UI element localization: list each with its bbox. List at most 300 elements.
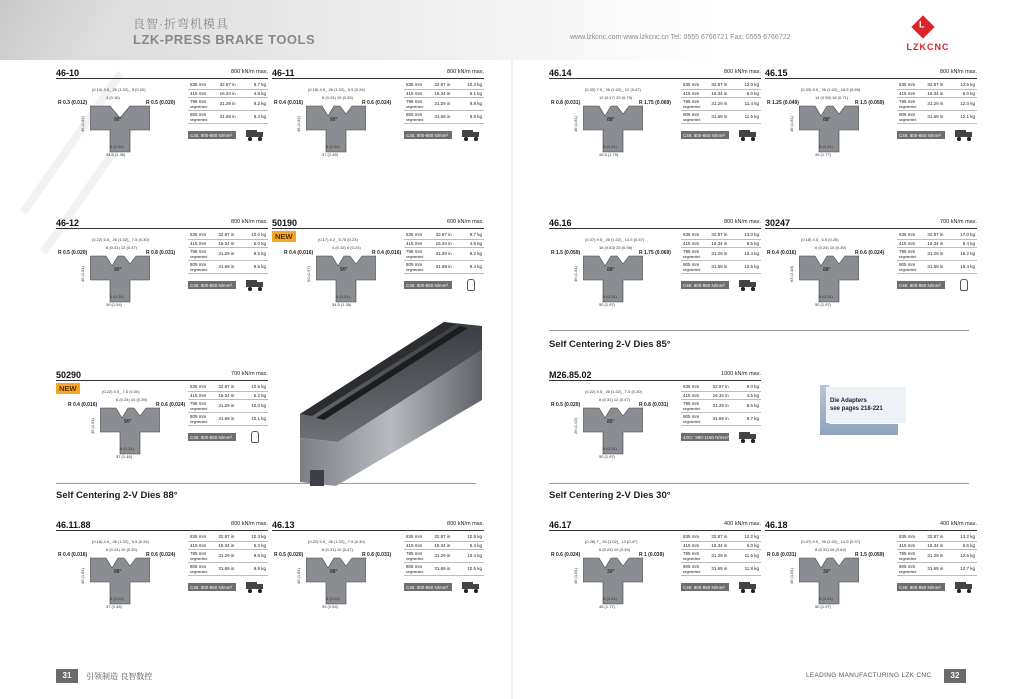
truck-icon: [739, 279, 757, 291]
die-height: 46 (1.81): [573, 265, 578, 282]
radius-left: R 0.8 (0.031): [767, 552, 797, 558]
neck-width: 6 (0.24): [336, 294, 350, 299]
spec-table: [404, 231, 484, 274]
spec-row: [404, 549, 484, 562]
top-dimensions: (0.18) 4.5_ 26 (1.02)_ 6.5 (0.26): [308, 87, 365, 92]
new-badge: NEW: [272, 231, 296, 242]
steel-grade: C45: 800-850 N/mm²: [897, 583, 945, 591]
spec-length: 795 mm segmented: [188, 97, 218, 110]
product-code: 46.13: [272, 520, 295, 530]
spec-table: [681, 533, 761, 576]
top-dimensions: (0.37) 9.5_ 26 (1.02)_ 14.5 (0.57): [801, 539, 861, 544]
spec-length: 805 mm segmented: [188, 562, 216, 575]
v-opening: 8 (0.31) 16 (0.63): [815, 547, 846, 552]
spec-row: [681, 239, 761, 247]
spec-length: 805 mm segmented: [404, 562, 432, 575]
spec-row: [897, 239, 977, 247]
spec-inch: 16.34 in: [925, 239, 952, 247]
radius-right: R 1.5 (0.059): [855, 100, 885, 106]
spec-inch: 16.34 in: [216, 391, 243, 399]
max-load: 400 kN/m max.: [940, 521, 977, 527]
truck-icon: [739, 431, 757, 443]
spec-inch: 31.69 in: [434, 260, 462, 273]
spec-weight: 9.9 kg: [243, 562, 268, 575]
spec-table: [188, 231, 268, 274]
spec-weight: 12.1 kg: [952, 110, 977, 123]
radius-left: R 1.5 (0.059): [551, 250, 581, 256]
spec-weight: 11.6 kg: [736, 110, 761, 123]
spec-length: 415 mm: [681, 239, 709, 247]
spec-inch: 16.34 in: [434, 239, 462, 247]
spec-row: [681, 89, 761, 97]
v-opening: 6 (0.24) 10 (0.39): [322, 95, 353, 100]
max-load: 800 kN/m max.: [231, 521, 268, 527]
spec-weight: 16.2 kg: [952, 247, 977, 260]
spec-inch: 16.34 in: [216, 541, 243, 549]
steel-grade: C45: 800-850 N/mm²: [188, 281, 236, 289]
radius-left: R 0.4 (0.016): [68, 402, 98, 408]
spec-inch: 16.34 in: [711, 391, 739, 399]
logo-mark-icon: L: [911, 15, 934, 38]
spec-row: [681, 541, 761, 549]
spec-row: [188, 89, 268, 97]
spec-length: 835 mm: [681, 533, 709, 541]
spec-weight: 10.3 kg: [459, 81, 484, 89]
truck-icon: [246, 279, 264, 291]
truck-icon: [246, 129, 264, 141]
spec-inch: 31.69 in: [432, 562, 459, 575]
die-drawing: [549, 534, 679, 612]
product-block: [549, 520, 761, 612]
spec-inch: 32.87 in: [709, 81, 736, 89]
neck-width: 6 (0.24): [326, 596, 340, 601]
spec-row: [404, 81, 484, 89]
title-rule: [765, 228, 977, 229]
spec-weight: 9.4 kg: [245, 110, 268, 123]
brand-name-english: LZK-PRESS BRAKE TOOLS: [133, 32, 316, 47]
spec-row: [897, 549, 977, 562]
spec-weight: 5.1 kg: [459, 89, 484, 97]
spec-row: [188, 239, 268, 247]
spec-length: 415 mm: [681, 89, 709, 97]
adapter-note-line2: see pages 218-221: [830, 406, 883, 412]
title-rule: [765, 530, 977, 531]
page-spine: [511, 60, 513, 699]
spec-length: 805 mm segmented: [897, 562, 925, 575]
spec-weight: 5.4 kg: [459, 541, 484, 549]
section-divider: [549, 330, 969, 331]
top-dimensions: (0.22) 5.5_ 26 (1.02)_ 7.5 (0.30): [92, 237, 149, 242]
spec-inch: 31.29 in: [216, 247, 243, 260]
base-width: 39 (1.54): [322, 604, 339, 609]
max-load: 700 kN/m max.: [231, 371, 268, 377]
v-opening: 8 (0.31) 12 (0.47): [106, 245, 137, 250]
spec-weight: 10.3 kg: [243, 533, 268, 541]
top-dimensions: (0.22) 5.5_ 26 (1.02)_ 7.5 (0.30): [585, 389, 642, 394]
spec-length: 795 mm segmented: [681, 399, 711, 412]
spec-inch: 16.34 in: [709, 239, 736, 247]
die-height: 46 (1.81): [80, 265, 85, 282]
spec-row: [188, 260, 268, 273]
spec-table: [681, 383, 761, 426]
spec-weight: 17.0 kg: [952, 231, 977, 239]
radius-left: R 0.4 (0.016): [58, 552, 88, 558]
spec-row: [188, 247, 268, 260]
safety-pin-icon: [251, 431, 259, 443]
spec-table: [681, 231, 761, 274]
die-drawing: [272, 82, 402, 160]
spec-table: [897, 81, 977, 124]
spec-inch: 16.34 in: [709, 89, 736, 97]
spec-length: 835 mm: [404, 231, 434, 239]
spec-weight: 12.2 kg: [736, 533, 761, 541]
new-badge: NEW: [56, 383, 80, 394]
spec-row: [404, 231, 484, 239]
die-angle: 90°: [114, 267, 122, 273]
truck-icon: [246, 581, 264, 593]
spec-row: [681, 110, 761, 123]
spec-length: 795 mm segmented: [897, 247, 925, 260]
top-dimensions: (0.17) 4.2_ 5.75 (0.23): [318, 237, 358, 242]
spec-weight: 9.5 kg: [243, 247, 268, 260]
spec-weight: 10.9 kg: [459, 533, 484, 541]
spec-row: [681, 549, 761, 562]
die-product-photo: [296, 320, 486, 488]
radius-right: R 0.6 (0.024): [855, 250, 885, 256]
product-block: [549, 218, 761, 310]
max-load: 800 kN/m max.: [724, 219, 761, 225]
spec-inch: 31.69 in: [216, 562, 243, 575]
spec-row: [897, 97, 977, 110]
spec-length: 795 mm segmented: [188, 399, 216, 412]
radius-right: R 1.75 (0.069): [639, 100, 671, 106]
spec-inch: 32.87 in: [711, 383, 739, 391]
spec-table: [188, 81, 268, 124]
spec-weight: 9.7 kg: [461, 231, 484, 239]
radius-right: R 1.5 (0.059): [855, 552, 885, 558]
v-opening: 8 (0.31) 12 (0.47): [599, 397, 630, 402]
spec-weight: 12.0 kg: [952, 97, 977, 110]
spec-weight: 9.8 kg: [459, 97, 484, 110]
section-divider: [549, 483, 969, 484]
radius-left: R 0.5 (0.020): [551, 402, 581, 408]
die-drawing: [549, 232, 679, 310]
radius-left: R 1.25 (0.049): [767, 100, 799, 106]
die-angle: 30°: [607, 569, 615, 575]
safety-pin-icon: [960, 279, 968, 291]
spec-weight: 9.8 kg: [243, 549, 268, 562]
die-drawing: [549, 384, 679, 462]
spec-inch: 32.87 in: [216, 231, 243, 239]
spec-weight: 12.6 kg: [952, 81, 977, 89]
spec-weight: 12.5 kg: [736, 260, 761, 273]
spec-weight: 9.9 kg: [459, 110, 484, 123]
radius-left: R 0.6 (0.024): [551, 552, 581, 558]
spec-row: [681, 97, 761, 110]
top-dimensions: (0.37) 9.5_ 26 (1.02)_ 14.5 (0.57): [585, 237, 645, 242]
spec-length: 415 mm: [404, 541, 432, 549]
die-angle: 85°: [607, 419, 615, 425]
spec-row: [897, 541, 977, 549]
radius-left: R 0.5 (0.020): [58, 250, 88, 256]
product-block: [765, 68, 977, 160]
spec-table: [188, 383, 268, 426]
title-rule: [549, 530, 761, 531]
spec-length: 415 mm: [897, 89, 925, 97]
radius-right: R 0.6 (0.024): [146, 552, 176, 558]
spec-length: 415 mm: [404, 239, 434, 247]
title-rule: [56, 530, 268, 531]
truck-icon: [462, 581, 480, 593]
spec-row: [188, 533, 268, 541]
spec-length: 805 mm segmented: [681, 110, 709, 123]
spec-length: 835 mm: [681, 231, 709, 239]
base-width: 34.5 (1.36): [106, 152, 126, 157]
base-width: 50 (1.97): [815, 302, 832, 307]
title-rule: [272, 78, 484, 79]
spec-row: [188, 110, 268, 123]
spec-inch: 31.29 in: [432, 97, 459, 110]
spec-inch: 31.69 in: [216, 412, 243, 425]
die-drawing: [765, 534, 895, 612]
radius-left: R 0.3 (0.012): [58, 100, 88, 106]
v-opening: 6 (0.24) 10 (0.39): [599, 547, 630, 552]
spec-inch: 31.29 in: [432, 549, 459, 562]
spec-inch: 31.69 in: [709, 562, 736, 575]
radius-left: R 0.5 (0.020): [274, 552, 304, 558]
spec-length: 805 mm segmented: [404, 110, 432, 123]
top-dimensions: (0.22) 5.5_ 7.5 (0.30): [102, 389, 140, 394]
die-angle: 90°: [340, 267, 348, 273]
v-opening: 4 (0.16) 6 (0.24): [332, 245, 361, 250]
steel-grade: C45: 800-850 N/mm²: [681, 583, 729, 591]
spec-inch: 31.69 in: [709, 110, 736, 123]
die-drawing: [765, 82, 895, 160]
die-angle: 88°: [823, 117, 831, 123]
neck-width: 6 (0.24): [819, 144, 833, 149]
spec-weight: 11.8 kg: [736, 562, 761, 575]
radius-right: R 0.8 (0.031): [146, 250, 176, 256]
die-angle: 90°: [114, 117, 122, 123]
spec-row: [897, 247, 977, 260]
spec-weight: 9.0 kg: [738, 383, 761, 391]
spec-table: [681, 81, 761, 124]
product-block: [272, 68, 484, 160]
spec-inch: 31.29 in: [434, 247, 462, 260]
spec-row: [188, 97, 268, 110]
product-code: 50190: [272, 218, 298, 228]
title-rule: [56, 380, 268, 381]
spec-length: 795 mm segmented: [404, 247, 434, 260]
spec-table: [404, 81, 484, 124]
spec-weight: 12.0 kg: [736, 81, 761, 89]
spec-row: [681, 412, 761, 425]
base-width: 45.5 (1.79): [599, 152, 619, 157]
die-height: 63 (2.48): [789, 265, 794, 282]
spec-row: [681, 391, 761, 399]
max-load: 800 kN/m max.: [231, 219, 268, 225]
spec-inch: 16.34 in: [432, 89, 459, 97]
product-code: 46-10: [56, 68, 80, 78]
spec-length: 835 mm: [188, 383, 216, 391]
die-angle: 90°: [330, 117, 338, 123]
spec-inch: 32.87 in: [216, 533, 243, 541]
spec-length: 835 mm: [897, 533, 925, 541]
spec-length: 415 mm: [897, 239, 925, 247]
product-block: [272, 520, 484, 612]
steel-grade: C45: 800-850 N/mm²: [188, 583, 236, 591]
spec-length: 805 mm segmented: [188, 412, 216, 425]
base-width: 50 (1.97): [599, 454, 616, 459]
spec-inch: 32.87 in: [432, 533, 459, 541]
die-angle: 88°: [823, 267, 831, 273]
v-opening: 12 (0.47) 20 (0.79): [599, 95, 633, 100]
product-block: [56, 68, 268, 160]
spec-row: [681, 260, 761, 273]
title-rule: [549, 228, 761, 229]
neck-width: 6 (0.24): [110, 294, 124, 299]
die-height: 46 (1.81): [789, 567, 794, 584]
spec-inch: 31.29 in: [925, 247, 952, 260]
die-angle: 88°: [607, 267, 615, 273]
top-dimensions: (0.28) 7_ 26 (1.02)_ 12 (0.47): [585, 539, 638, 544]
radius-right: R 0.8 (0.031): [362, 552, 392, 558]
die-angle: 90°: [124, 419, 132, 425]
radius-left: R 0.4 (0.016): [274, 100, 304, 106]
section-title-30: Self Centering 2-V Dies 30°: [549, 490, 671, 501]
spec-weight: 10.4 kg: [459, 549, 484, 562]
product-code: 30247: [765, 218, 791, 228]
spec-weight: 9.2 kg: [245, 97, 268, 110]
die-drawing: [56, 384, 186, 462]
steel-grade: C45: 800-850 N/mm²: [188, 433, 236, 441]
spec-inch: 31.29 in: [216, 399, 243, 412]
spec-length: 415 mm: [188, 391, 216, 399]
section-title-88: Self Centering 2-V Dies 88°: [56, 490, 178, 501]
spec-length: 835 mm: [681, 81, 709, 89]
spec-row: [681, 247, 761, 260]
spec-row: [188, 399, 268, 412]
v-opening: 6 (0.24) 10 (0.39): [815, 245, 846, 250]
title-rule: [549, 78, 761, 79]
spec-length: 795 mm segmented: [188, 549, 216, 562]
radius-left: R 0.4 (0.016): [284, 250, 314, 256]
spec-inch: 32.87 in: [434, 231, 462, 239]
spec-weight: 9.4 kg: [461, 260, 484, 273]
die-adapter-note: [820, 385, 910, 435]
spec-weight: 6.0 kg: [952, 89, 977, 97]
spec-length: 795 mm segmented: [681, 549, 709, 562]
spec-weight: 5.2 kg: [243, 391, 268, 399]
product-code: 46.15: [765, 68, 788, 78]
base-width: 34.5 (1.36): [332, 302, 352, 307]
spec-length: 805 mm segmented: [681, 562, 709, 575]
product-block: [549, 68, 761, 160]
base-width: 50 (1.97): [815, 604, 832, 609]
spec-inch: 31.69 in: [216, 260, 243, 273]
spec-row: [404, 562, 484, 575]
top-dimensions: (0.18) 4.5_ 6.5 (0.26): [801, 237, 839, 242]
spec-weight: 12.6 kg: [952, 549, 977, 562]
spec-length: 805 mm segmented: [681, 412, 711, 425]
spec-length: 415 mm: [188, 89, 218, 97]
steel-grade: C45: 800-850 N/mm²: [188, 131, 236, 139]
spec-table: [404, 533, 484, 576]
spec-inch: 32.87 in: [925, 231, 952, 239]
spec-length: 795 mm segmented: [681, 97, 709, 110]
spec-weight: 8.4 kg: [952, 239, 977, 247]
product-block: [272, 218, 484, 310]
neck-width: 6 (0.24): [819, 596, 833, 601]
neck-width: 6 (0.24): [326, 144, 340, 149]
die-drawing: [272, 534, 402, 612]
radius-right: R 0.6 (0.024): [362, 100, 392, 106]
steel-grade: C45: 800-850 N/mm²: [897, 281, 945, 289]
spec-weight: 8.7 kg: [738, 412, 761, 425]
spec-inch: 31.29 in: [709, 247, 736, 260]
spec-row: [681, 81, 761, 89]
max-load: 800 kN/m max.: [447, 521, 484, 527]
steel-grade: C45: 800-850 N/mm²: [404, 281, 452, 289]
die-drawing: [765, 232, 895, 310]
spec-weight: 10.0 kg: [243, 231, 268, 239]
spec-table: [897, 231, 977, 274]
spec-weight: 12.7 kg: [952, 562, 977, 575]
spec-table: [897, 533, 977, 576]
spec-length: 795 mm segmented: [404, 97, 432, 110]
product-block: [765, 520, 977, 612]
truck-icon: [955, 129, 973, 141]
section-title-85: Self Centering 2-V Dies 85°: [549, 339, 671, 350]
spec-row: [404, 89, 484, 97]
spec-length: 795 mm segmented: [188, 247, 216, 260]
spec-weight: 9.7 kg: [245, 81, 268, 89]
truck-icon: [462, 129, 480, 141]
spec-row: [188, 541, 268, 549]
spec-row: [897, 260, 977, 273]
spec-row: [188, 391, 268, 399]
spec-weight: 6.0 kg: [736, 541, 761, 549]
max-load: 600 kN/m max.: [447, 219, 484, 225]
die-height: 46 (1.81): [80, 567, 85, 584]
top-dimensions: (0.30) 7.5_ 26 (1.02)_ 12 (0.47): [585, 87, 641, 92]
max-load: 700 kN/m max.: [940, 219, 977, 225]
spec-weight: 10.5 kg: [459, 562, 484, 575]
die-height: 46 (1.81): [789, 115, 794, 132]
steel-grade: C45: 800-850 N/mm²: [404, 583, 452, 591]
radius-right: R 0.8 (0.031): [639, 402, 669, 408]
spec-length: 805 mm segmented: [404, 260, 434, 273]
spec-row: [404, 260, 484, 273]
die-height: 46 (1.81): [90, 417, 95, 434]
spec-row: [897, 231, 977, 239]
spec-weight: 12.4 kg: [736, 247, 761, 260]
spec-row: [681, 399, 761, 412]
spec-length: 835 mm: [681, 383, 711, 391]
spec-row: [188, 231, 268, 239]
die-height: 46 (1.81): [296, 115, 301, 132]
spec-row: [897, 562, 977, 575]
spec-inch: 31.29 in: [216, 549, 243, 562]
spec-row: [404, 247, 484, 260]
spec-weight: 10.0 kg: [243, 399, 268, 412]
product-code: 46.18: [765, 520, 788, 530]
max-load: 1000 kN/m max.: [720, 371, 761, 377]
die-height: 46 (1.81): [296, 567, 301, 584]
spec-weight: 10.5 kg: [243, 383, 268, 391]
spec-row: [188, 412, 268, 425]
spec-length: 415 mm: [681, 541, 709, 549]
